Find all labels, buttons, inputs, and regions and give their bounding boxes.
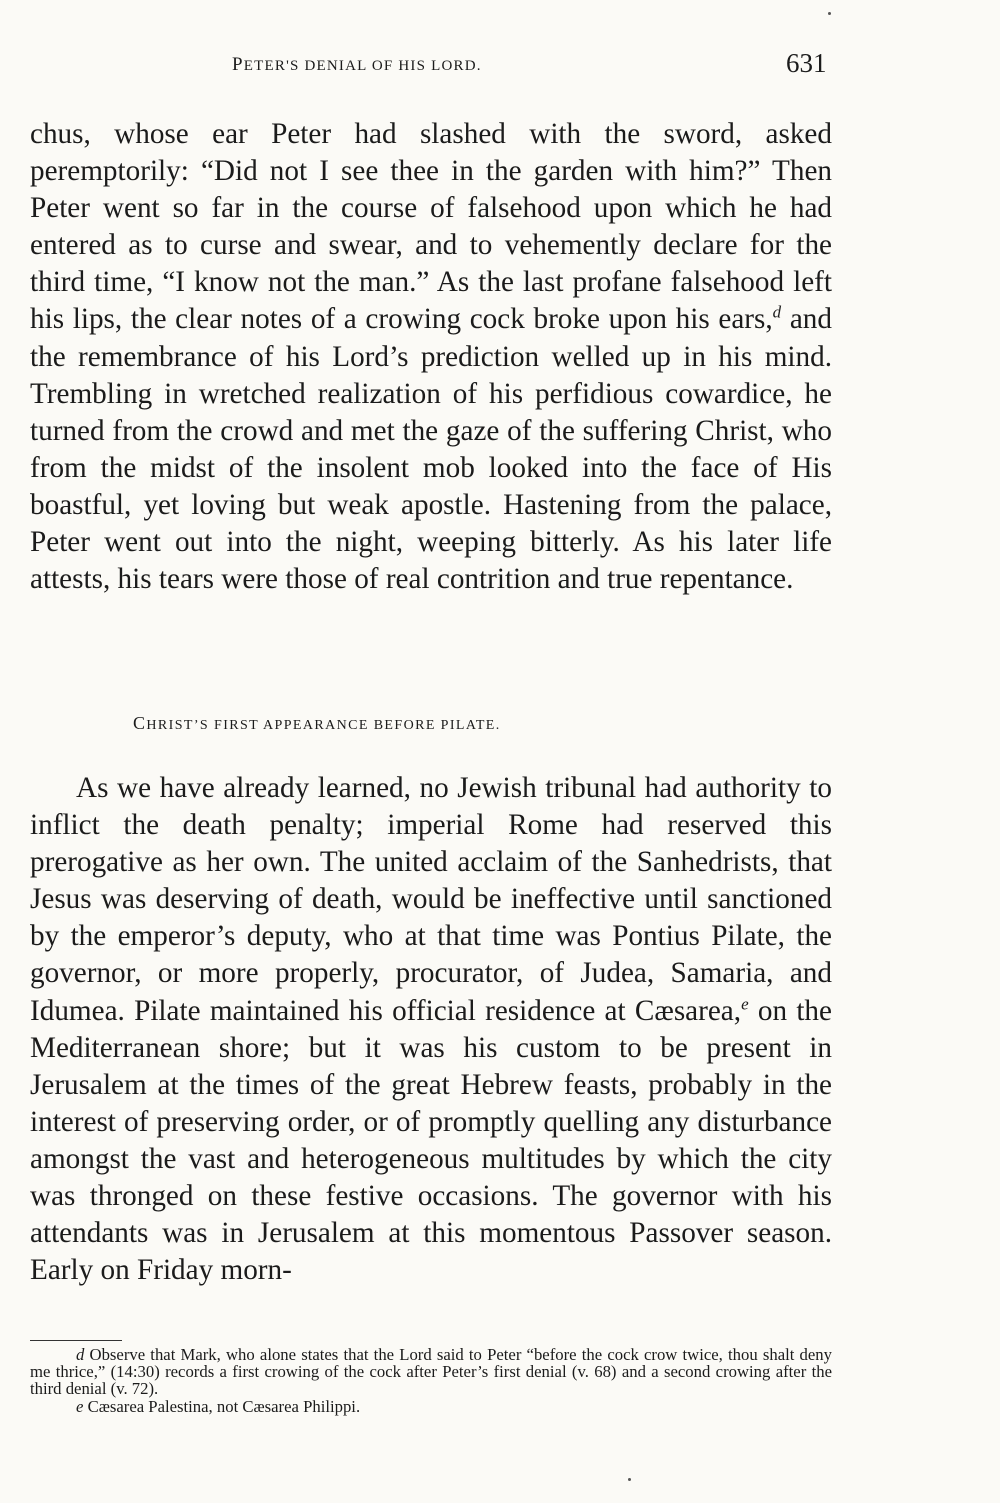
running-head-title: ETER'S DENIAL OF HIS LORD. bbox=[243, 58, 482, 74]
footnote-ref-d[interactable]: d bbox=[772, 302, 782, 322]
running-head-cap: P bbox=[232, 54, 244, 75]
paragraph-peter-denial bbox=[30, 116, 832, 598]
paragraph-text: chus, whose ear Peter had slashed with the sword, asked peremptorily: “Did not I see thee in the garden with him?” Then Peter went so far in the course of falsehood upon which he had entered as to curse and swear, and to vehemently declare for the third time, “I know not the man.” As the last profane falsehood left his lips, the clear notes of a crowing cock broke upon his ears, bbox=[30, 118, 832, 336]
footnote-text: Observe that Mark, who alone states that the Lord said to Peter “before the cock crow twice, thou shalt deny me thrice,” (14:30) records a first crowing of the cock after Peter’s first denial (v. 68) and a second crowing after the third denial (v. 72). bbox=[30, 1345, 832, 1399]
footnote-ref-e[interactable]: e bbox=[741, 993, 749, 1013]
running-head bbox=[232, 54, 482, 76]
section-heading-cap: C bbox=[133, 713, 147, 733]
footnote-text: Cæsarea Palestina, not Cæsarea Philippi. bbox=[83, 1396, 361, 1416]
section-heading-title: HRIST’S FIRST APPEARANCE BEFORE PILATE. bbox=[146, 718, 501, 733]
paragraph-pilate bbox=[30, 770, 832, 1289]
print-speck bbox=[628, 1478, 631, 1481]
footnote-d bbox=[30, 1346, 832, 1398]
footnote-e bbox=[30, 1398, 832, 1415]
page-number: 631 bbox=[786, 48, 827, 78]
footnote-mark: e bbox=[76, 1396, 84, 1416]
paragraph-text: and the remembrance of his Lord’s prediction welled up in his mind. Trembling in wretched realization of his perfidious cowardice, he turned from the crowd and met the gaze of the suffering Christ, who from the midst of the insolent mob looked into the face of His boastful, yet loving but weak apostle. Hastening from the palace, Peter went out into the night, weeping bitterly. As his later life attests, his tears were those of real contrition and true repentance. bbox=[30, 303, 832, 596]
footnote-mark: d bbox=[76, 1345, 85, 1364]
paragraph-text: on the Mediterranean shore; but it was his custom to be present in Jerusalem at the times of the great Hebrew feasts, probably in the interest of preserving order, or of promptly quelling any disturbance amongst the vast and heterogeneous multitudes by which the city was thronged on these festive occasions. The governor with his attendants was in Jerusalem at this momentous Passover season. Early on Friday morn- bbox=[30, 994, 832, 1287]
print-speck bbox=[828, 12, 831, 15]
footnotes bbox=[30, 1346, 832, 1415]
paragraph-text: As we have already learned, no Jewish tribunal had authority to inflict the death penalty; imperial Rome had reserved this prerogative as her own. The united acclaim of the Sanhedrists, that Jesus was deserving of death, would be ineffective until sanctioned by the emperor’s deputy, who at that time was Pontius Pilate, the governor, or more properly, procurator, of Judea, Samaria, and Idumea. Pilate maintained his official residence at Cæsarea, bbox=[30, 772, 832, 1027]
footnote-divider bbox=[30, 1340, 122, 1341]
